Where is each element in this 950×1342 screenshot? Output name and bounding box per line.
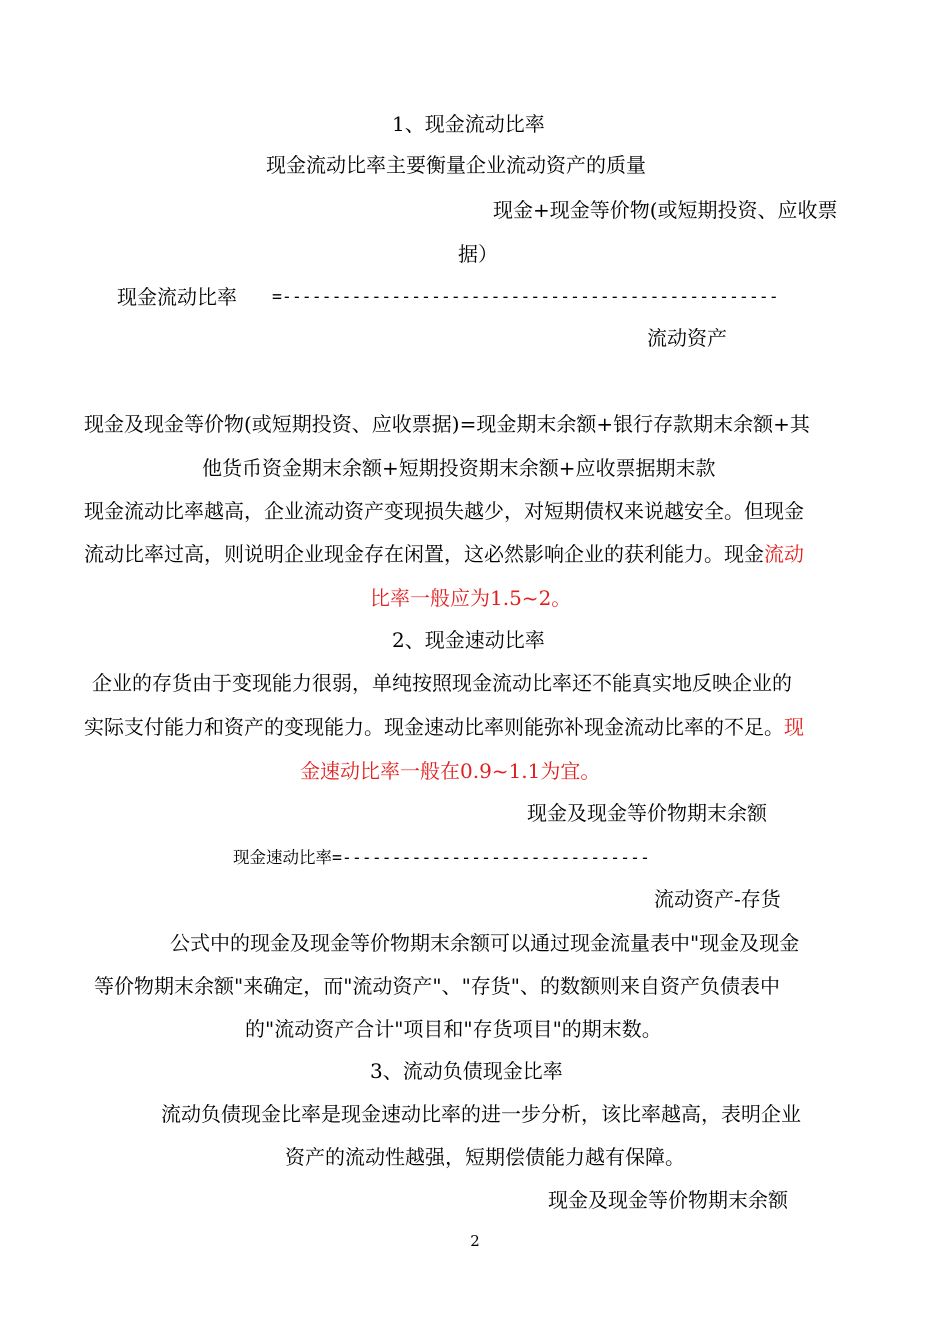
highlighted-text: 现 [784,715,804,739]
page-number: 2 [470,1232,480,1250]
paragraph-text: 流动比率过高，则说明企业现金存在闲置，这必然影响企业的获利能力。现金 [84,542,764,566]
formula-numerator: 现金及现金等价物期末余额 [527,801,767,825]
formula-numerator: 现金及现金等价物期末余额 [548,1188,788,1212]
formula-numerator-line-1: 现金+现金等价物(或短期投资、应收票 [493,198,838,222]
highlighted-line: 金速动比率一般在0.9~1.1为宜。 [300,759,601,783]
intro-text: 现金流动比率主要衡量企业流动资产的质量 [266,153,646,177]
paragraph-line-1: 企业的存货由于变现能力很弱，单纯按照现金流动比率还不能真实地反映企业的 [92,671,792,695]
formula-numerator-line-2: 据） [458,242,498,266]
definition-line-1: 现金及现金等价物(或短期投资、应收票据)=现金期末余额+银行存款期末余额+其 [84,412,810,436]
paragraph-line-2: 资产的流动性越强，短期偿债能力越有保障。 [285,1145,685,1169]
paragraph-line-2 [84,541,804,567]
formula-text [233,844,650,868]
section-heading-current-liability-cash-ratio: 3、流动负债现金比率 [370,1059,563,1083]
paragraph-text: 实际支付能力和资产的变现能力。现金速动比率则能弥补现金流动比率的不足。 [84,715,784,739]
highlighted-line: 比率一般应为1.5~2。 [370,586,572,610]
note-line-3: 的"流动资产合计"项目和"存货项目"的期末数。 [245,1017,662,1041]
note-line-1: 公式中的现金及现金等价物期末余额可以通过现金流量表中"现金及现金 [170,931,800,955]
paragraph-line-2 [84,714,804,740]
paragraph-line-1: 现金流动比率越高，企业流动资产变现损失越少，对短期债权来说越安全。但现金 [84,499,804,523]
formula-denominator: 流动资产-存货 [654,887,781,911]
formula-string: 现金速动比率=------------------------------- [233,848,650,867]
definition-line-2: 他货币资金期末余额+短期投资期末余额+应收票据期末款 [202,456,716,480]
note-line-2: 等价物期末余额"来确定，而"流动资产"、"存货"、的数额则来自资产负债表中 [94,974,780,998]
formula-line [233,843,650,871]
formula-denominator: 流动资产 [647,326,727,350]
formula-fraction-bar: =-------------------------------------------------- [272,287,779,306]
formula-label: 现金流动比率 [117,285,237,309]
highlighted-text: 流动 [764,542,804,566]
paragraph-line-1: 流动负债现金比率是现金速动比率的进一步分析，该比率越高，表明企业 [161,1102,801,1126]
section-heading-cash-quick-ratio: 2、现金速动比率 [392,628,545,652]
section-heading-cash-current-ratio: 1、现金流动比率 [392,112,545,136]
